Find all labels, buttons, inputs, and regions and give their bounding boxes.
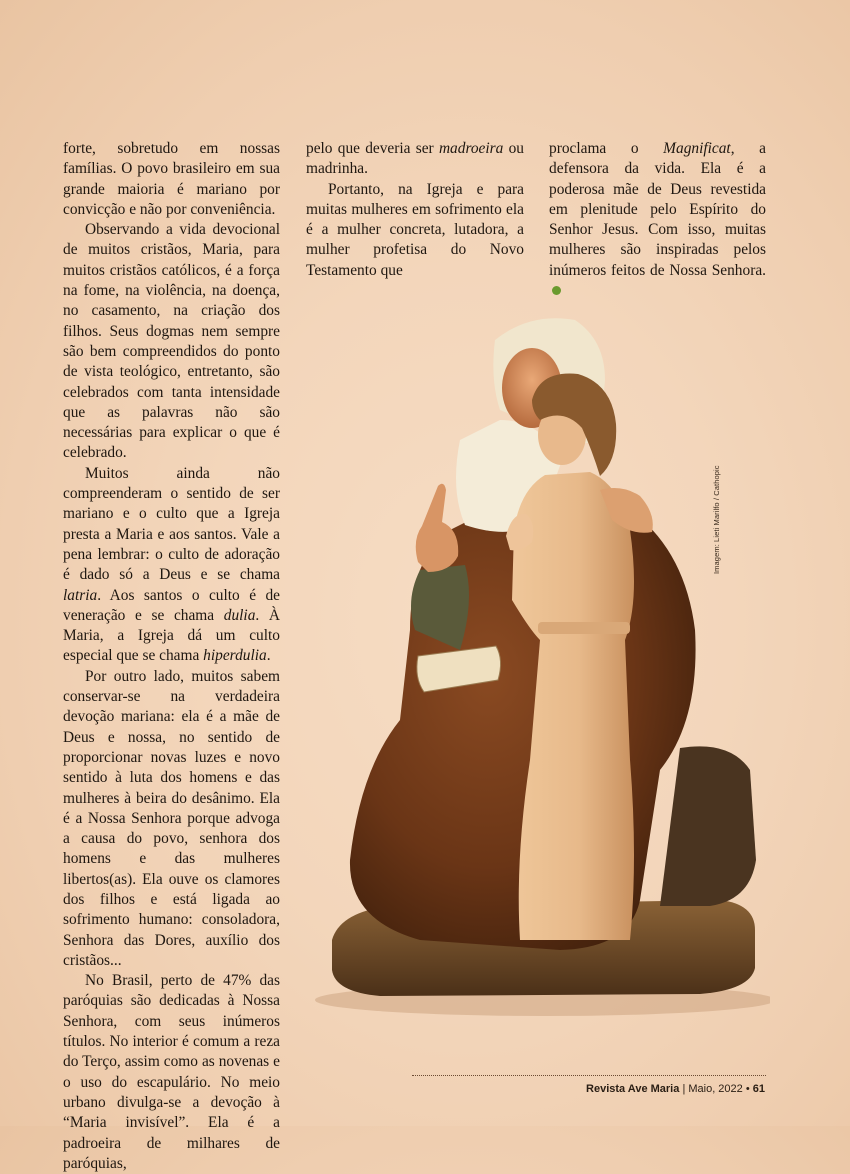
end-of-article-icon (552, 286, 561, 295)
text-run: ou madrinha. (306, 140, 524, 178)
mother-hand-shape (416, 484, 458, 572)
term-dulia: dulia (223, 606, 256, 624)
text-run: . À Maria, a Igreja dá um culto especial que se chama (63, 606, 280, 665)
issue-date: | Maio, 2022 • (682, 1083, 750, 1095)
statue-photo (300, 300, 770, 1020)
term-latria: latria (63, 586, 98, 604)
photo-credit: Imagem: Lieti Marilfo / Cathopic (712, 465, 721, 574)
text-run: , a defensora da vida. Ela é a poderosa mãe de Deus revestida em plenitude pelo Espírito do Senhor Jesus. Com isso, muitas mulheres são inspiradas pelos inúmeros feitos de Nossa Senhora. (549, 140, 767, 279)
text-run: . Aos santos o culto é de veneração e se chama (63, 586, 280, 624)
paragraph (549, 139, 766, 301)
bench-shape (660, 746, 756, 906)
text-run: Muitos ainda não compreenderam o sentido de ser mariano e o culto que a Igreja presta a Maria e aos santos. Vale a pena lembrar: o culto de adoração é dado só a Deus e se chama (63, 464, 280, 584)
paragraph: forte, sobretudo em nossas famílias. O povo brasileiro em sua grande maioria é mariano por convicção e não por conveniência. (63, 140, 280, 218)
paragraph (63, 464, 280, 667)
magazine-name: Revista Ave Maria (586, 1083, 680, 1095)
text-column-3 (549, 139, 766, 301)
footer-divider (412, 1075, 766, 1076)
term-madroeira: madroeira (438, 140, 504, 157)
term-hiperdulia: hiperdulia (203, 647, 267, 665)
text-column-1 (63, 139, 280, 1174)
page-number: 61 (752, 1083, 765, 1095)
text-run: proclama o (549, 140, 664, 157)
text-run: . (266, 647, 271, 665)
text-run: pelo que deveria ser (306, 140, 439, 157)
paragraph: Portanto, na Igreja e para muitas mulheres em sofrimento ela é a mulher concreta, lutadora, a mulher profetisa do Novo Testamento que (306, 180, 524, 279)
term-magnificat: Magnificat (663, 140, 731, 157)
boy-belt-shape (538, 622, 630, 634)
text-column-2 (306, 139, 524, 281)
paragraph (306, 139, 524, 180)
paragraph: Observando a vida devocional de muitos cristãos, Maria, para muitos cristãos católicos, é a força na fome, na violência, na doença, no casamento, na criação dos filhos. Seus dogmas nem sempre são bem compreendidos do ponto de vista teológico, entretanto, são celebrados com tanta intensidade que as palavras não são necessárias para explicar o que é celebrado. (63, 221, 280, 462)
page-footer (586, 1083, 765, 1095)
paragraph: Por outro lado, muitos sabem conservar-se na verdadeira devoção mariana: ela é a mãe de Deus e nossa, no sentido de proporcionar novas luzes e novo sentido à luta dos homens e das mulheres à beira do desânimo. Ela é a Nossa Senhora porque advoga a causa do povo, senhora dos homens e das mulheres libertos(as). Ela ouve os clamores dos filhos e está ligada ao sofrimento humano: consoladora, Senhora das Dores, auxílio dos cristãos... (63, 667, 280, 969)
paragraph: No Brasil, perto de 47% das paróquias são dedicadas à Nossa Senhora, com seus inúmeros títulos. No interior é comum a reza do Terço, assim como as novenas e o uso do escapulário. No meio urbano divulga-se a devoção à “Maria invisível”. Ela é a padroeira de milhares de paróquias, (63, 972, 280, 1172)
